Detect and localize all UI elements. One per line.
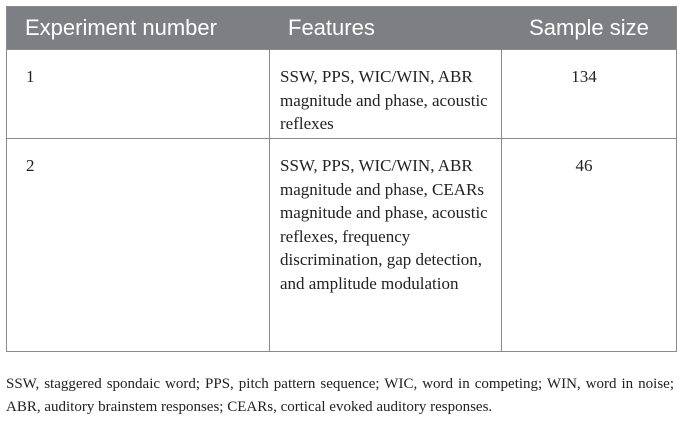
features-cell: SSW, PPS, WIC/WIN, ABR magnitude and phase, CEARs magnitude and phase, acoustic reflexes, frequency discrimination, gap detection, and amplitude modulation xyxy=(270,139,502,351)
header-features: Features xyxy=(288,15,375,40)
header-sample-size: Sample size xyxy=(529,15,649,40)
table-footnote: SSW, staggered spondaic word; PPS, pitch pattern sequence; WIC, word in competing; WIN, word in noise; ABR, auditory brainstem responses; CEARs, cortical evoked auditory responses. xyxy=(6,376,674,415)
sample-size-cell: 134 xyxy=(571,67,597,86)
table-row xyxy=(7,138,676,351)
table-row xyxy=(7,49,676,138)
experiment-number-cell: 1 xyxy=(7,50,270,138)
features-cell: SSW, PPS, WIC/WIN, ABR magnitude and phase, acoustic reflexes xyxy=(270,50,502,138)
header-experiment-number: Experiment number xyxy=(25,15,217,40)
table-header xyxy=(7,7,676,49)
sample-size-cell: 46 xyxy=(575,156,593,175)
experiment-number-cell: 2 xyxy=(7,139,270,351)
data-table xyxy=(6,6,677,352)
